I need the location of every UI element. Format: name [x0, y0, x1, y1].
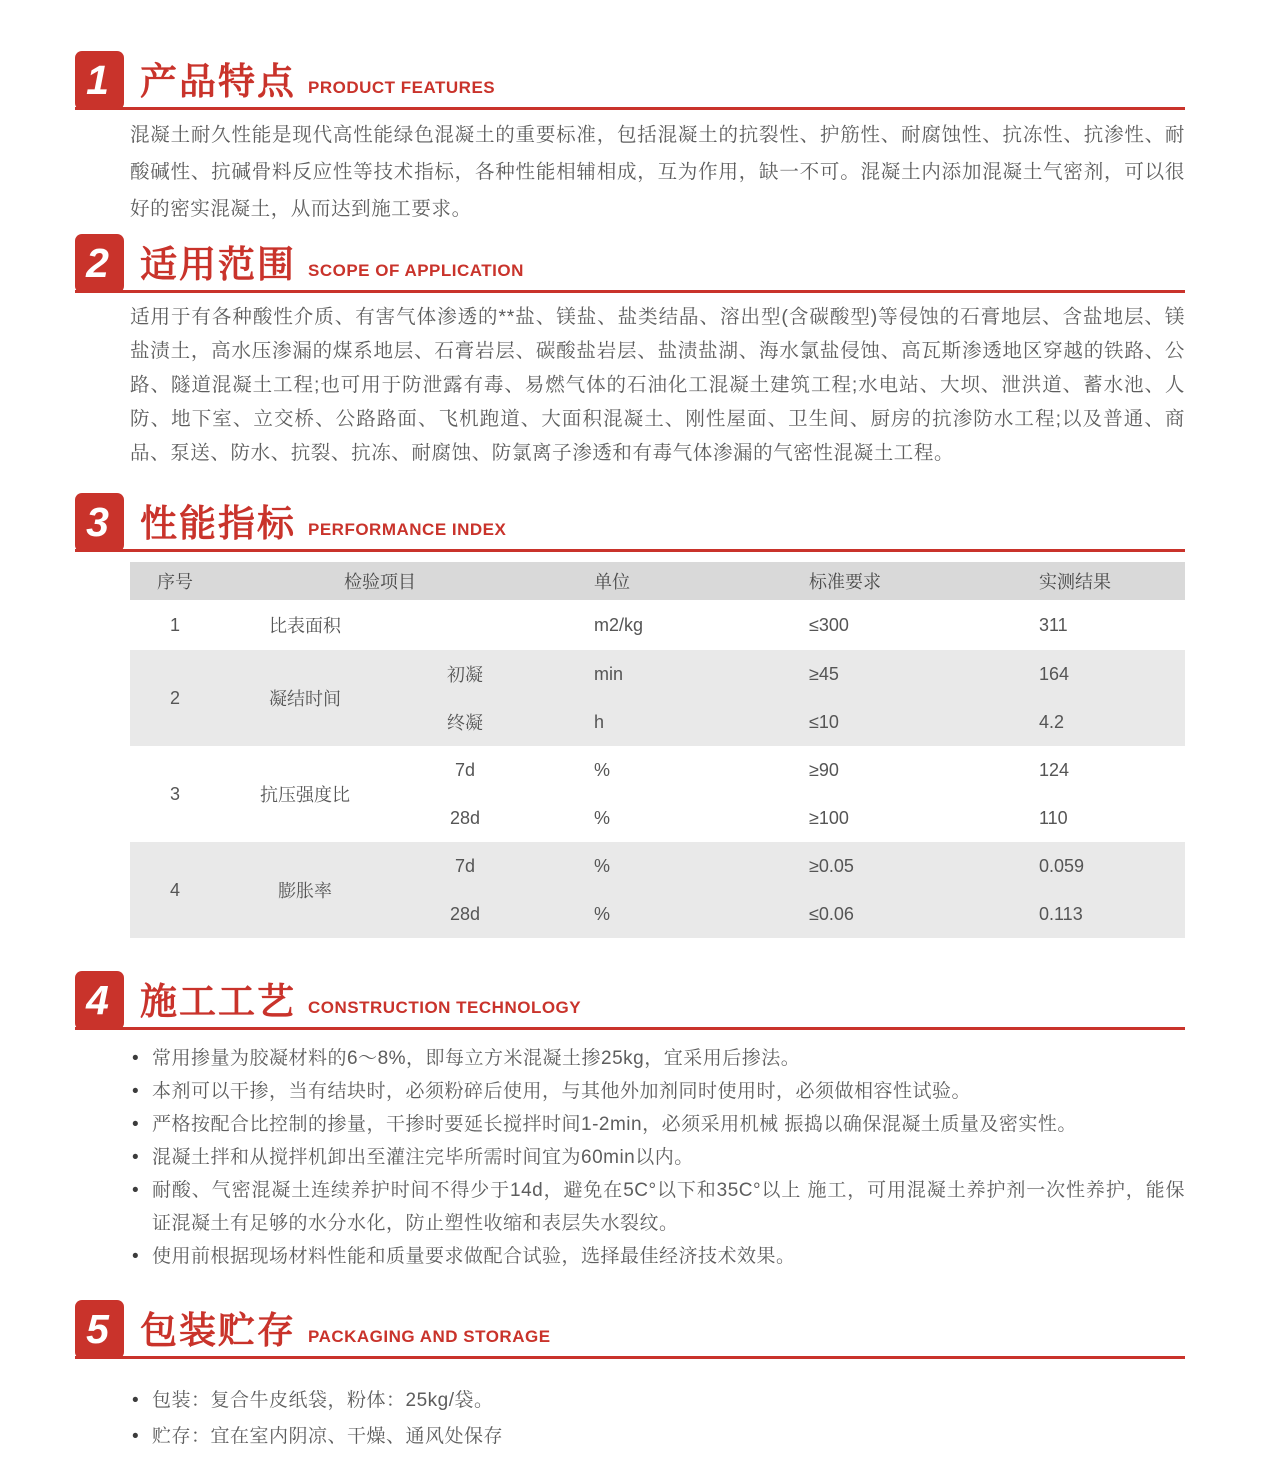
cell-requirement: ≥100 [809, 807, 849, 828]
list-item: • 严格按配合比控制的掺量，干掺时要延长搅拌时间1-2min，必须采用机械 振捣以确保混凝土质量及密实性。 [130, 1108, 1185, 1141]
cell-item: 抗压强度比 [260, 785, 350, 805]
section-scope-of-application [0, 231, 1280, 470]
cell-item: 凝结时间 [269, 689, 341, 709]
section-3-title-zh: 性能指标 [140, 503, 296, 544]
cell-result: 0.113 [1039, 903, 1083, 924]
cell-item: 比表面积 [269, 616, 341, 636]
packaging-bullet-list [130, 1383, 1185, 1455]
section-3-heading [75, 490, 1185, 552]
col-header-item: 检验项目 [344, 572, 416, 592]
cell-requirement: ≤0.06 [809, 903, 854, 924]
section-5-heading [75, 1297, 1185, 1359]
col-header-no: 序号 [157, 572, 193, 592]
table-row [130, 842, 1185, 890]
list-item: • 混凝土拌和从搅拌机卸出至灌注完毕所需时间宜为60min以内。 [130, 1141, 1185, 1174]
section-performance-index [0, 490, 1280, 938]
section-3-title-en: PERFORMANCE INDEX [308, 520, 507, 539]
cell-item: 膨胀率 [278, 881, 332, 901]
col-header-result: 实测结果 [1039, 572, 1111, 592]
cell-requirement: ≥45 [809, 663, 839, 684]
cell-no: 1 [169, 614, 180, 635]
cell-sub: 初凝 [447, 665, 483, 685]
cell-result: 4.2 [1039, 711, 1065, 732]
section-1-title-zh: 产品特点 [140, 61, 296, 102]
section-2-title-zh: 适用范围 [140, 244, 296, 285]
cell-no: 2 [169, 687, 180, 708]
section-2-title-en: SCOPE OF APPLICATION [308, 261, 524, 280]
section-1-heading [75, 48, 1185, 110]
cell-result: 311 [1039, 614, 1068, 635]
performance-index-table [130, 562, 1185, 938]
cell-unit: min [594, 663, 624, 684]
list-item: • 包装：复合牛皮纸袋，粉体：25kg/袋。 [130, 1383, 1185, 1419]
table-row [130, 650, 1185, 698]
section-5-number-badge: 5 [75, 1300, 124, 1359]
construction-bullet-list [130, 1042, 1185, 1273]
cell-sub: 终凝 [447, 713, 483, 733]
table-row [130, 746, 1185, 794]
cell-requirement: ≤300 [809, 614, 849, 635]
section-5-title-zh: 包装贮存 [140, 1310, 296, 1351]
cell-requirement: ≥90 [809, 759, 839, 780]
section-4-heading [75, 968, 1185, 1030]
section-product-features [0, 48, 1280, 228]
section-5-title-en: PACKAGING AND STORAGE [308, 1327, 551, 1346]
col-header-requirement: 标准要求 [809, 572, 881, 592]
cell-unit: % [594, 855, 611, 876]
list-item: • 耐酸、气密混凝土连续养护时间不得少于14d，避免在5C°以下和35C°以上 施工，可用混凝土养护剂一次性养护，能保证混凝土有足够的水分水化，防止塑性收缩和表层失水裂纹。 [130, 1174, 1185, 1240]
cell-result: 164 [1039, 663, 1070, 684]
cell-sub: 28d [449, 903, 481, 924]
cell-sub: 28d [449, 807, 481, 828]
list-item: • 常用掺量为胶凝材料的6～8%，即每立方米混凝土掺25kg，宜采用后掺法。 [130, 1042, 1185, 1075]
section-2-heading [75, 231, 1185, 293]
cell-result: 110 [1039, 807, 1068, 828]
cell-unit: m2/kg [594, 614, 644, 635]
section-1-number-badge: 1 [75, 51, 124, 110]
cell-unit: % [594, 807, 611, 828]
section-2-number-badge: 2 [75, 234, 124, 293]
section-packaging-and-storage [0, 1297, 1280, 1455]
section-4-title-en: CONSTRUCTION TECHNOLOGY [308, 998, 582, 1017]
section-1-title-en: PRODUCT FEATURES [308, 78, 496, 97]
section-4-title-zh: 施工工艺 [140, 981, 296, 1022]
cell-requirement: ≥0.05 [809, 855, 854, 876]
cell-unit: % [594, 903, 611, 924]
list-item: • 贮存：宜在室内阴凉、干燥、通风处保存 [130, 1419, 1185, 1455]
cell-result: 124 [1039, 759, 1070, 780]
list-item: • 本剂可以干掺，当有结块时，必须粉碎后使用，与其他外加剂同时使用时，必须做相容性试验。 [130, 1075, 1185, 1108]
table-header-row [130, 562, 1185, 600]
cell-no: 3 [169, 783, 180, 804]
cell-sub [390, 600, 540, 650]
table-row [130, 600, 1185, 650]
cell-result: 0.059 [1039, 855, 1085, 876]
cell-no: 4 [169, 879, 180, 900]
section-3-number-badge: 3 [75, 493, 124, 552]
section-2-paragraph: 适用于有各种酸性介质、有害气体渗透的**盐、镁盐、盐类结晶、溶出型(含碳酸型)等侵蚀的石膏地层、含盐地层、镁盐渍土，高水压渗漏的煤系地层、石膏岩层、碳酸盐岩层、盐渍盐湖、海水氯盐侵蚀、高瓦斯渗透地区穿越的铁路、公路、隧道混凝土工程;也可用于防泄露有毒、易燃气体的石油化工混凝土建筑工程;水电站、大坝、泄洪道、蓄水池、人防、地下室、立交桥、公路路面、飞机跑道、大面积混凝土、刚性屋面、卫生间、厨房的抗渗防水工程;以及普通、商品、泵送、防水、抗裂、抗冻、耐腐蚀、防氯离子渗透和有毒气体渗漏的气密性混凝土工程。 [130, 306, 1185, 464]
cell-sub: 7d [454, 855, 476, 876]
cell-unit: h [594, 711, 605, 732]
cell-sub: 7d [454, 759, 476, 780]
cell-unit: % [594, 759, 611, 780]
list-item: • 使用前根据现场材料性能和质量要求做配合试验，选择最佳经济技术效果。 [130, 1240, 1185, 1273]
section-construction-technology [0, 968, 1280, 1273]
cell-requirement: ≤10 [809, 711, 839, 732]
section-1-paragraph: 混凝土耐久性能是现代高性能绿色混凝土的重要标准，包括混凝土的抗裂性、护筋性、耐腐蚀性、抗冻性、抗渗性、耐酸碱性、抗碱骨料反应性等技术指标，各种性能相辅相成，互为作用，缺一不可。混凝土内添加混凝土气密剂，可以很好的密实混凝土，从而达到施工要求。 [130, 124, 1185, 220]
section-4-number-badge: 4 [75, 971, 124, 1030]
col-header-unit: 单位 [594, 572, 630, 592]
